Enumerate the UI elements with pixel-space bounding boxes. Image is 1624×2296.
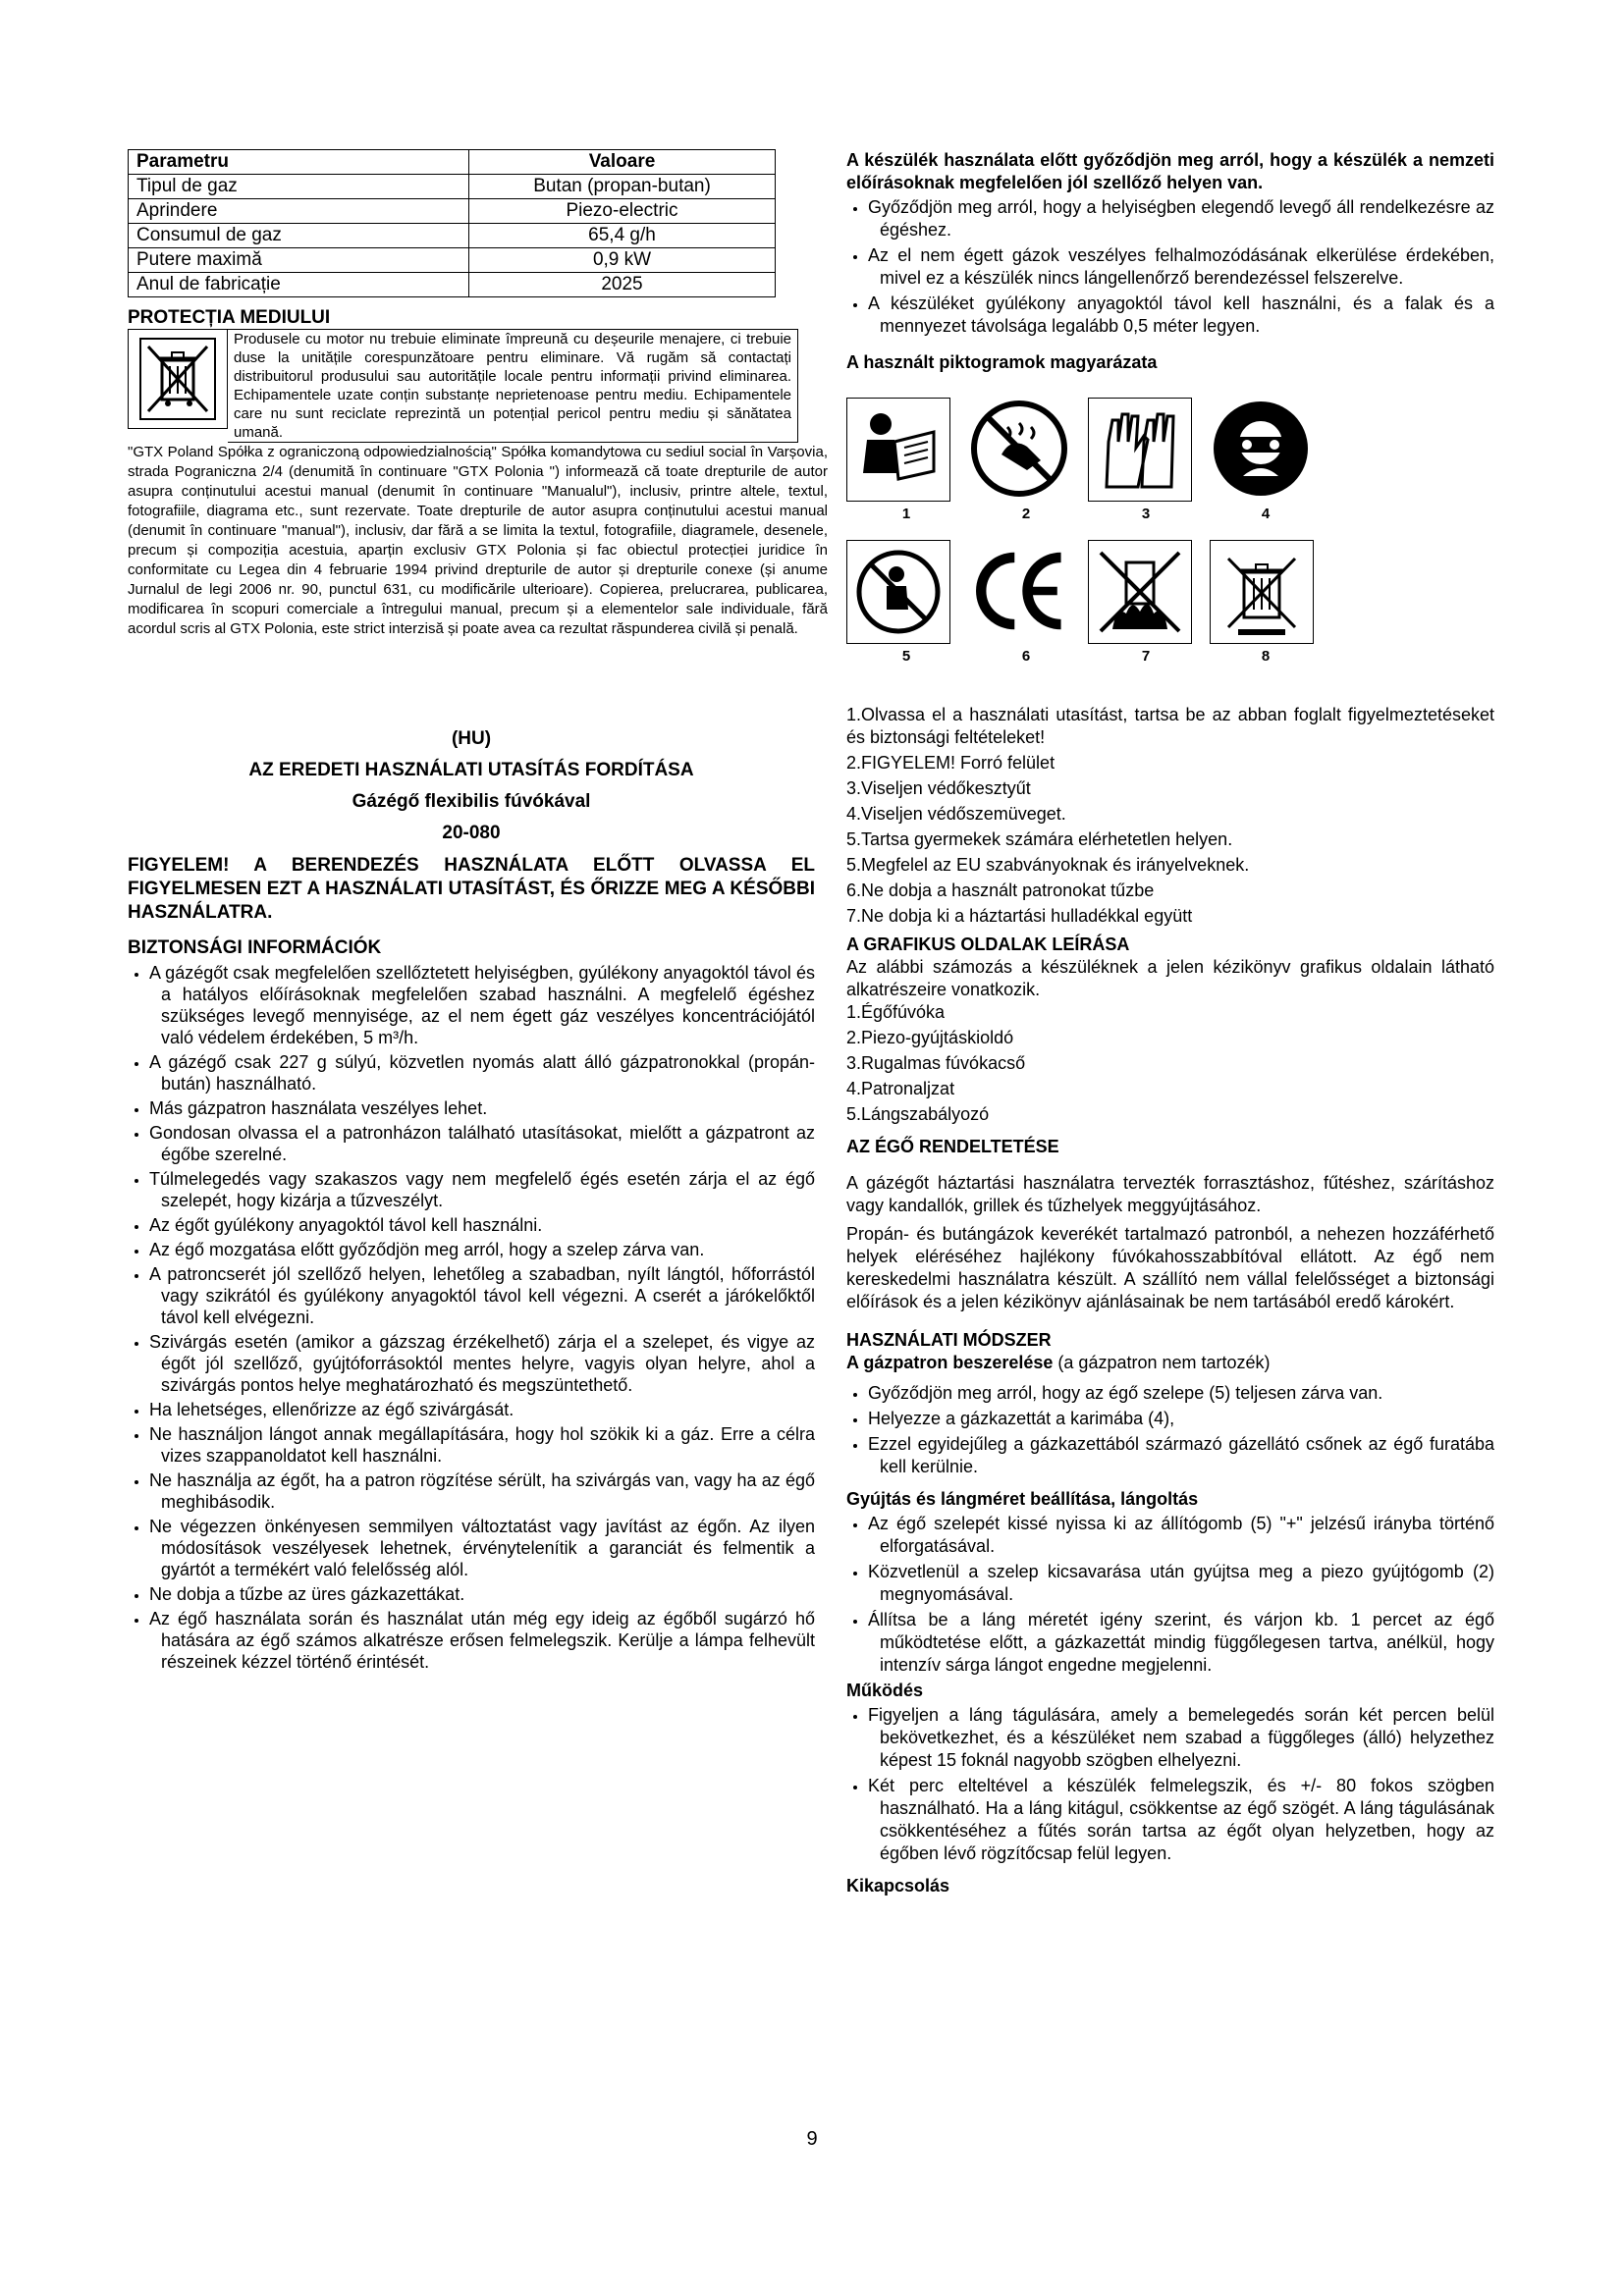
crossed-bin-icon xyxy=(128,329,228,429)
install-list xyxy=(846,1382,1494,1478)
legend-item: 5.Megfelel az EU szabványoknak és irányelveknek. xyxy=(846,855,1250,875)
list-item: • Helyezze a gázkazettát a karimába (4), xyxy=(868,1408,1494,1430)
page-number: 9 xyxy=(806,2128,818,2150)
table-cell: Aprindere xyxy=(129,199,469,224)
list-item: • Ne dobja a tűzbe az üres gázkazettákat. xyxy=(149,1583,815,1605)
picto-number: 4 xyxy=(1261,506,1271,522)
list-item: • Az égő mozgatása előtt győződjön meg arról, hogy a szelep zárva van. xyxy=(149,1239,815,1260)
list-item: 3.Rugalmas fúvókacső xyxy=(846,1053,1026,1073)
picto-number: 8 xyxy=(1261,648,1271,665)
table-cell: Consumul de gaz xyxy=(129,224,469,248)
table-cell: Anul de fabricație xyxy=(129,273,469,297)
list-item: • Az égőt gyúlékony anyagoktól távol kell használni. xyxy=(149,1214,815,1236)
picto-title: A használt piktogramok magyarázata xyxy=(846,352,1158,372)
legend-item: 1.Olvassa el a használati utasítást, tartsa be az abban foglalt figyelmeztetéseket és biztonsági feltételeket! xyxy=(846,705,1494,747)
safety-title: BIZTONSÁGI INFORMÁCIÓK xyxy=(128,937,382,958)
hot-surface-icon xyxy=(968,398,1070,500)
off-title: Kikapcsolás xyxy=(846,1876,950,1896)
table-row xyxy=(129,199,776,224)
keep-away-children-icon xyxy=(846,540,950,644)
list-item: • Az el nem égett gázok veszélyes felhalmozódásának elkerülése érdekében, mivel ez a készülék nincs lángellenőrző berendezéssel felszerelve. xyxy=(868,244,1494,290)
params-table xyxy=(128,149,776,297)
picto-number: 5 xyxy=(901,648,911,665)
list-item: • Más gázpatron használata veszélyes lehet. xyxy=(149,1097,815,1119)
picto-row-2 xyxy=(846,540,1494,644)
operation-title: Működés xyxy=(846,1681,924,1700)
table-header-row xyxy=(129,150,776,175)
list-item: • A gázégő csak 227 g súlyú, közvetlen nyomás alatt álló gázpatronokkal (propán-bután) használható. xyxy=(149,1051,815,1095)
table-cell: Tipul de gaz xyxy=(129,175,469,199)
legend-item: 4.Viseljen védőszemüveget. xyxy=(846,804,1066,824)
copyright-text: "GTX Poland Spółka z ograniczoną odpowiedzialnością" Spółka komandytowa cu sediul social în Varșovia, strada Pograniczna 2/4 (denumită în continuare "GTX Polonia ") informează că toate drepturile de autor asupra conținutului acestui manual (denumit în continuare "Manualul"), inclusiv, printre altele, textul, fotografiile, diagrama etc., sunt rezervate. Toate drepturile de autor asupra conținutului acestui manual (denumit în continuare "manual"), inclusiv, dar fără a se limita la textul, fotografiile, diagramele, desenele, precum și compoziția acestuia, aparțin exclusiv GTX Polonia și fac obiectul protecției juridice în conformitate cu Legea din 4 februarie 1994 privind drepturile de autor și drepturile conexe (și anume Jurnalul de legi 2006 nr. 90, punctul 631, cu modificările ulterioare). Copierea, prelucrarea, publicarea, modificarea în scopuri comerciale a întregului manual, precum și a elementelor sale individuale, fără acordul scris al GTX Polonia, este strict interzisă și poate avea ca rezultat răspunderea civilă și penală. xyxy=(128,444,828,637)
table-cell: Butan (propan-butan) xyxy=(469,175,776,199)
crossed-bin-icon xyxy=(1210,540,1314,644)
table-cell: Putere maximă xyxy=(129,248,469,273)
table-row xyxy=(129,175,776,199)
goggles-icon xyxy=(1210,398,1312,500)
list-item: • A gázégőt csak megfelelően szellőztetett helyiségben, gyúlékony anyagoktól távol és a hatályos előírásoknak megfelelően szabad használni. A megfelelő égéshez szükséges levegő mennyisége, az el nem égett gáz veszélyes koncentrációjától való védelem érdekében, 5 m³/h. xyxy=(149,962,815,1048)
doc-title: AZ EREDETI HASZNÁLATI UTASÍTÁS FORDÍTÁSA xyxy=(248,760,694,780)
legend-item: 6.Ne dobja a használt patronokat tűzbe xyxy=(846,881,1155,900)
list-item: • Győződjön meg arról, hogy a helyiségben elegendő levegő áll rendelkezésre az égéshez. xyxy=(868,196,1494,241)
ce-mark-icon xyxy=(968,540,1070,642)
graphic-list xyxy=(846,1001,1494,1126)
table-cell: 0,9 kW xyxy=(469,248,776,273)
vent-list xyxy=(846,196,1494,338)
ignite-title: Gyújtás és lángméret beállítása, lángoltás xyxy=(846,1489,1199,1509)
operation-list xyxy=(846,1704,1494,1865)
list-item: 2.Piezo-gyújtáskioldó xyxy=(846,1028,1014,1047)
picto-number: 6 xyxy=(1021,648,1031,665)
usage-title: HASZNÁLATI MÓDSZER xyxy=(846,1330,1052,1350)
install-heading xyxy=(846,1352,1494,1374)
table-row xyxy=(129,273,776,297)
legend-item: 2.FIGYELEM! Forró felület xyxy=(846,753,1056,773)
purpose-p1: A gázégőt háztartási használatra tervezték forrasztáshoz, fűtéshez, szárításhoz vagy kandallók, grillek és tűzhelyek meggyújtásához. xyxy=(846,1173,1494,1215)
list-item: • Közvetlenül a szelep kicsavarása után gyújtsa meg a piezo gyújtógomb (2) megnyomásával. xyxy=(868,1561,1494,1606)
safety-list xyxy=(128,962,815,1673)
list-item: 1.Égőfúvóka xyxy=(846,1002,946,1022)
list-item: • Túlmelegedés vagy szakaszos vagy nem megfelelő égés esetén zárja el az égő szelepét, hogy kizárja a tűzveszélyt. xyxy=(149,1168,815,1211)
table-cell: Piezo-electric xyxy=(469,199,776,224)
no-fire-disposal-icon xyxy=(1088,540,1192,644)
list-item: 4.Patronaljzat xyxy=(846,1079,955,1098)
legend-item: 3.Viseljen védőkesztyűt xyxy=(846,778,1031,798)
list-item: 5.Lángszabályozó xyxy=(846,1104,990,1124)
list-item: • Ne használjon lángot annak megállapítására, hogy hol szökik ki a gáz. Erre a célra vizes szappanoldatot kell használni. xyxy=(149,1423,815,1467)
picto-number: 1 xyxy=(901,506,911,522)
table-header: Valoare xyxy=(469,150,776,175)
picto-row-1 xyxy=(846,398,1494,502)
list-item: • Az égő szelepét kissé nyissa ki az állítógomb (5) "+" jelzésű irányba történő elforgatásával. xyxy=(868,1513,1494,1558)
list-item: • Az égő használata során és használat után még egy ideig az égőből sugárzó hő hatására az égő számos alkatrésze erősen felmelegszik. Kerülje a lámpa felhevült részeinek kézzel történő érintését. xyxy=(149,1608,815,1673)
gloves-icon xyxy=(1088,398,1192,502)
language-code: (HU) xyxy=(451,728,492,749)
picto-legend xyxy=(846,704,1494,928)
list-item: • A készüléket gyúlékony anyagoktól távol kell használni, és a falak és a mennyezet távolsága legalább 0,5 méter legyen. xyxy=(868,293,1494,338)
install-bold: A gázpatron beszerelése xyxy=(846,1353,1054,1372)
product-name: Gázégő flexibilis fúvókával xyxy=(352,791,591,812)
purpose-title: AZ ÉGŐ RENDELTETÉSE xyxy=(846,1137,1059,1156)
read-manual-icon xyxy=(846,398,950,502)
right-column xyxy=(846,149,1494,1897)
install-rest: (a gázpatron nem tartozék) xyxy=(1053,1353,1271,1372)
list-item: • Ezzel egyidejűleg a gázkazettából származó gázellátó csőnek az égő furatába kell kerülnie. xyxy=(868,1433,1494,1478)
table-header: Parametru xyxy=(129,150,469,175)
list-item: • Két perc elteltével a készülék felmelegszik, és +/- 80 fokos szögben használható. Ha a láng kitágul, csökkentse az égő szögét. A láng tágulásának csökkentéséhez a fűtés során tartsa az égőt olyan helyzetben, hogy az égőben lévő rögzítőcsap felül legyen. xyxy=(868,1775,1494,1865)
env-title: PROTECȚIA MEDIULUI xyxy=(128,307,331,328)
ignite-list xyxy=(846,1513,1494,1677)
legend-item: 7.Ne dobja ki a háztartási hulladékkal együtt xyxy=(846,906,1193,926)
list-item: • Ne használja az égőt, ha a patron rögzítése sérült, ha szivárgás van, vagy ha az égő meghibásodik. xyxy=(149,1469,815,1513)
list-item: • Figyeljen a láng tágulására, amely a bemelegedés során két percen belül bekövetkezhet, és a készüléket nem szabad a függőleges (álló) helyzethez képest 15 foknál nagyobb szögben elhelyezni. xyxy=(868,1704,1494,1772)
list-item: • Ne végezzen önkényesen semmilyen változtatást vagy javítást az égőn. Az ilyen módosítások veszélyesek lehetnek, érvénytelenítik a garanciát és felmentik a gyártót a termékért való felelősség alól. xyxy=(149,1516,815,1580)
list-item: • Gondosan olvassa el a patronházon található utasításokat, mielőtt a gázpatront az égőbe szerelné. xyxy=(149,1122,815,1165)
picto-number: 2 xyxy=(1021,506,1031,522)
list-item: • Győződjön meg arról, hogy az égő szelepe (5) teljesen zárva van. xyxy=(868,1382,1494,1405)
picto-number: 3 xyxy=(1141,506,1151,522)
env-text: Produsele cu motor nu trebuie eliminate împreună cu deșeurile menajere, ci trebuie duse la unitățile corespunzătoare pentru eliminare. Vă rugăm să contactați distribuitorul produsului sau autoritățile locale pentru informații privind eliminarea. Echipamentele uzate conțin substanțe neprietenoase pentru mediu. Echipamentele care nu sunt reciclate reprezintă un potențial pericol pentru mediu și sănătatea umană. xyxy=(228,329,798,443)
table-row xyxy=(129,248,776,273)
picto-numbers-1 xyxy=(846,506,1494,522)
list-item: • A patroncserét jól szellőző helyen, lehetőleg a szabadban, nyílt lángtól, hőforrástól vagy szikrától és gyúlékony anyagoktól távol kell végezni. A cserét a járókelőktől távol kell elvégezni. xyxy=(149,1263,815,1328)
picto-number: 7 xyxy=(1141,648,1151,665)
purpose-p2: Propán- és butángázok keverékét tartalmazó patronból, a nehezen hozzáférhető helyek eléréséhez hajlékony fúvókahosszabbítóval ellátott. Az égő nem kereskedelmi használatra készült. A szállító nem vállal felelősséget a biztonsági előírások és a jelen kézikönyv ajánlásainak be nem tartásából eredő károkért. xyxy=(846,1224,1494,1311)
graphic-title: A GRAFIKUS OLDALAK LEÍRÁSA xyxy=(846,934,1130,954)
table-cell: 65,4 g/h xyxy=(469,224,776,248)
table-row xyxy=(129,224,776,248)
picto-numbers-2 xyxy=(846,648,1494,665)
legend-item: 5.Tartsa gyermekek számára elérhetetlen helyen. xyxy=(846,829,1233,849)
table-cell: 2025 xyxy=(469,273,776,297)
warning-text: FIGYELEM! A BERENDEZÉS HASZNÁLATA ELŐTT OLVASSA EL FIGYELMESEN EZT A HASZNÁLATI UTASÍTÁST, ÉS ŐRIZZE MEG A KÉSŐBBI HASZNÁLATRA. xyxy=(128,855,815,923)
list-item: • Állítsa be a láng méretét igény szerint, és várjon kb. 1 percet az égő működtetése előtt, a gázkazettát mindig függőlegesen tartva, anélkül, hogy intenzív sárga lángot engedne megjelenni. xyxy=(868,1609,1494,1677)
list-item: • Szivárgás esetén (amikor a gázszag érzékelhető) zárja el a szelepet, és vigye az égőt jól szellőző, gyújtóforrásoktól mentes helyre, vagyis olyan helyre, ahol a szivárgás pontos helye meghatározható és megszüntethető. xyxy=(149,1331,815,1396)
left-column xyxy=(128,149,828,1676)
env-box xyxy=(128,329,798,443)
model-number: 20-080 xyxy=(442,823,501,843)
hu-heading xyxy=(128,727,815,844)
list-item: • Ha lehetséges, ellenőrizze az égő szivárgását. xyxy=(149,1399,815,1420)
vent-title: A készülék használata előtt győződjön meg arról, hogy a készülék a nemzeti előírásoknak megfelelően jól szellőző helyen van. xyxy=(846,150,1494,192)
graphic-intro: Az alábbi számozás a készüléknek a jelen kézikönyv grafikus oldalain látható alkatrészeire vonatkozik. xyxy=(846,957,1494,999)
